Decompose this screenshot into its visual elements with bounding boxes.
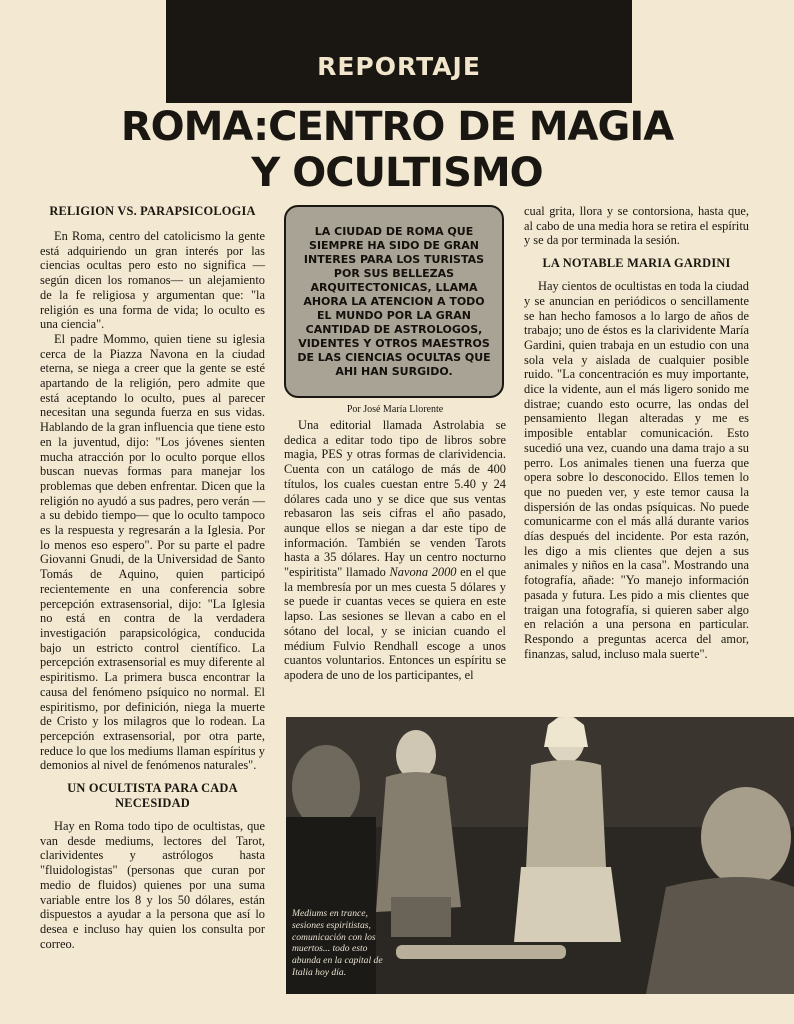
column-2 <box>284 418 506 683</box>
pull-quote-box <box>284 205 504 398</box>
pull-quote-text: LA CIUDAD DE ROMA QUE SIEMPRE HA SIDO DE GRAN INTERES PARA LOS TURISTAS POR SUS BELLEZAS ARQUITECTONICAS, LLAMA AHORA LA ATENCION A TODO EL MUNDO POR LA GRAN CANTIDAD DE ASTROLOGOS, VIDENTES Y OTROS MAESTROS DE LAS CIENCIAS OCULTAS QUE AHI HAN SURGIDO. <box>297 224 491 378</box>
subhead-ocultista: UN OCULTISTA PARA CADA NECESIDAD <box>67 781 238 811</box>
venue-name: Navona 2000 <box>389 565 457 580</box>
column-1 <box>40 204 265 951</box>
subhead-religion: RELIGION VS. PARAPSICOLOGIA <box>49 204 256 218</box>
column-3 <box>524 204 749 661</box>
section-label: REPORTAJE <box>317 52 481 81</box>
paragraph-part: en el que la membresía por un mes cuesta 5 dólares y se puede ir cuantas veces se quiera en este lapso. Las sesiones se llevan a cabo en el sótano del local, y se inician cuando el médium Fulvio Rendhall escoge a unos cuantos voluntarios. Entonces un espíritu se apodera de uno de los participantes, el <box>284 565 506 682</box>
headline-line-2: Y OCULTISMO <box>251 150 543 196</box>
byline: Por José María Llorente <box>346 404 444 415</box>
paragraph <box>284 418 506 683</box>
paragraph: El padre Mommo, quien tiene su iglesia cerca de la Piazza Navona en la ciudad eterna, se niega a creer que la gente se esté apartando de la religión, pero admite que está aceptando lo oculto, pues al parecer necesitan una segunda fuerza en sus vidas. Hablando de la gran influencia que tiene esto en la juventud, dijo: "Los jóvenes sienten mucha atracción por lo oculto porque ellos buscan nuevas formas para manejar los problemas que deben enfrentar. Dicen que la religión no ayudó a sus padres, pero verán —a su debido tiempo— que lo oculto tampoco es la respuesta y regresarán a la Iglesia. Por lo menos eso espero". Por su parte el padre Giovanni Gnudi, de la Universidad de Santo Tomás de Aquino, quien participó recientemente en una conferencia sobre percepción extrasensorial, dijo: "La Iglesia no está en contra de la verdadera investigación parapsicológica, conducida bajo un estricto control científico. La percepción extrasensorial es muy diferente al espiritismo. La primera busca encontrar la causa del fenómeno psíquico no normal. El espiritismo, por definición, niega la muerte de Cristo y los milagros que lo rodean. La percepción extrasensorial, por otra parte, reduce lo que los mediums llaman espíritus y demonios al nivel de fenómenos naturales". <box>40 331 265 773</box>
photo-caption: Mediums en trance, sesiones espiritistas, comunicación con los muertos... todo esto abunda en la capital de Italia hoy día. <box>292 908 383 978</box>
headline-line-1: ROMA:CENTRO DE MAGIA <box>120 104 674 150</box>
paragraph: cual grita, llora y se contorsiona, hasta que, al cabo de una media hora se retira el espíritu y se da por terminada la sesión. <box>524 204 749 248</box>
paragraph: En Roma, centro del catolicismo la gente está adquiriendo un gran interés por las ciencias ocultas pero esto no significa —según dicen los romanos— un alejamiento de la fe religiosa y argumentan que: "la religión es una forma de vida; lo oculto es una ciencia". <box>40 229 265 332</box>
paragraph: Hay cientos de ocultistas en toda la ciudad y se anuncian en periódicos o sencillamente se han hecho famosos a lo largo de años de trabajo; uno de éstos es la clarividente María Gardini, quien trabaja en un estudio con una sola vela y aislada de cualquier posible ruido. "La concentración es muy importante, dice la vidente, aun el más ligero sonido me distrae; cuando esto ocurre, las ondas del pensamiento llegan alteradas y me es imposible entablar comunicación. Esto sucedió una vez, cuando una dama trajo a su perro. Los animales tienen una fuerza que opera sobre lo desconocido. Ellos temen lo que no pueden ver, y este temor causa la dispersión de las ondas psíquicas. No puede comunicarme con el más allá durante varios días después del incidente. Por esta razón, les digo a mis clientes que dejen a sus animales y niños en la casa". Mostrando una fotografía, añade: "Yo manejo información pasada y futura. Les pido a mis clientes que traigan una fotografía, si quieren saber algo en relación a una persona en particular. Respondo a preguntas acerca del amor, finanzas, salud, incluso mala suerte". <box>524 279 749 661</box>
seance-photo <box>286 717 794 994</box>
paragraph: Hay en Roma todo tipo de ocultistas, que van desde mediums, lectores del Tarot, clarividentes y astrólogos hasta "fluidologistas" (personas que curan por medio de fluidos) quienes por una suma variable entre los 8 y los 50 dólares, están dispuestos a ayudar a la persona que así lo desea e incluso hay quien los consulta por correo. <box>40 819 265 951</box>
subhead-gardini: LA NOTABLE MARIA GARDINI <box>542 256 731 271</box>
paragraph-part: Una editorial llamada Astrolabia se dedica a editar todo tipo de libros sobre magia, PES y otras formas de clarividencia. Cuenta con un catálogo de más de 400 títulos, los cuales cuestan entre 5.40 y 24 dólares cada uno y se dice que sus ventas rebasaron las seis cifras el año pasado, aunque ellos se niegan a dar este tipo de información. También se venden Tarots hasta a 35 dólares. Hay un centro nocturno "espiritista" llamado <box>284 418 506 580</box>
